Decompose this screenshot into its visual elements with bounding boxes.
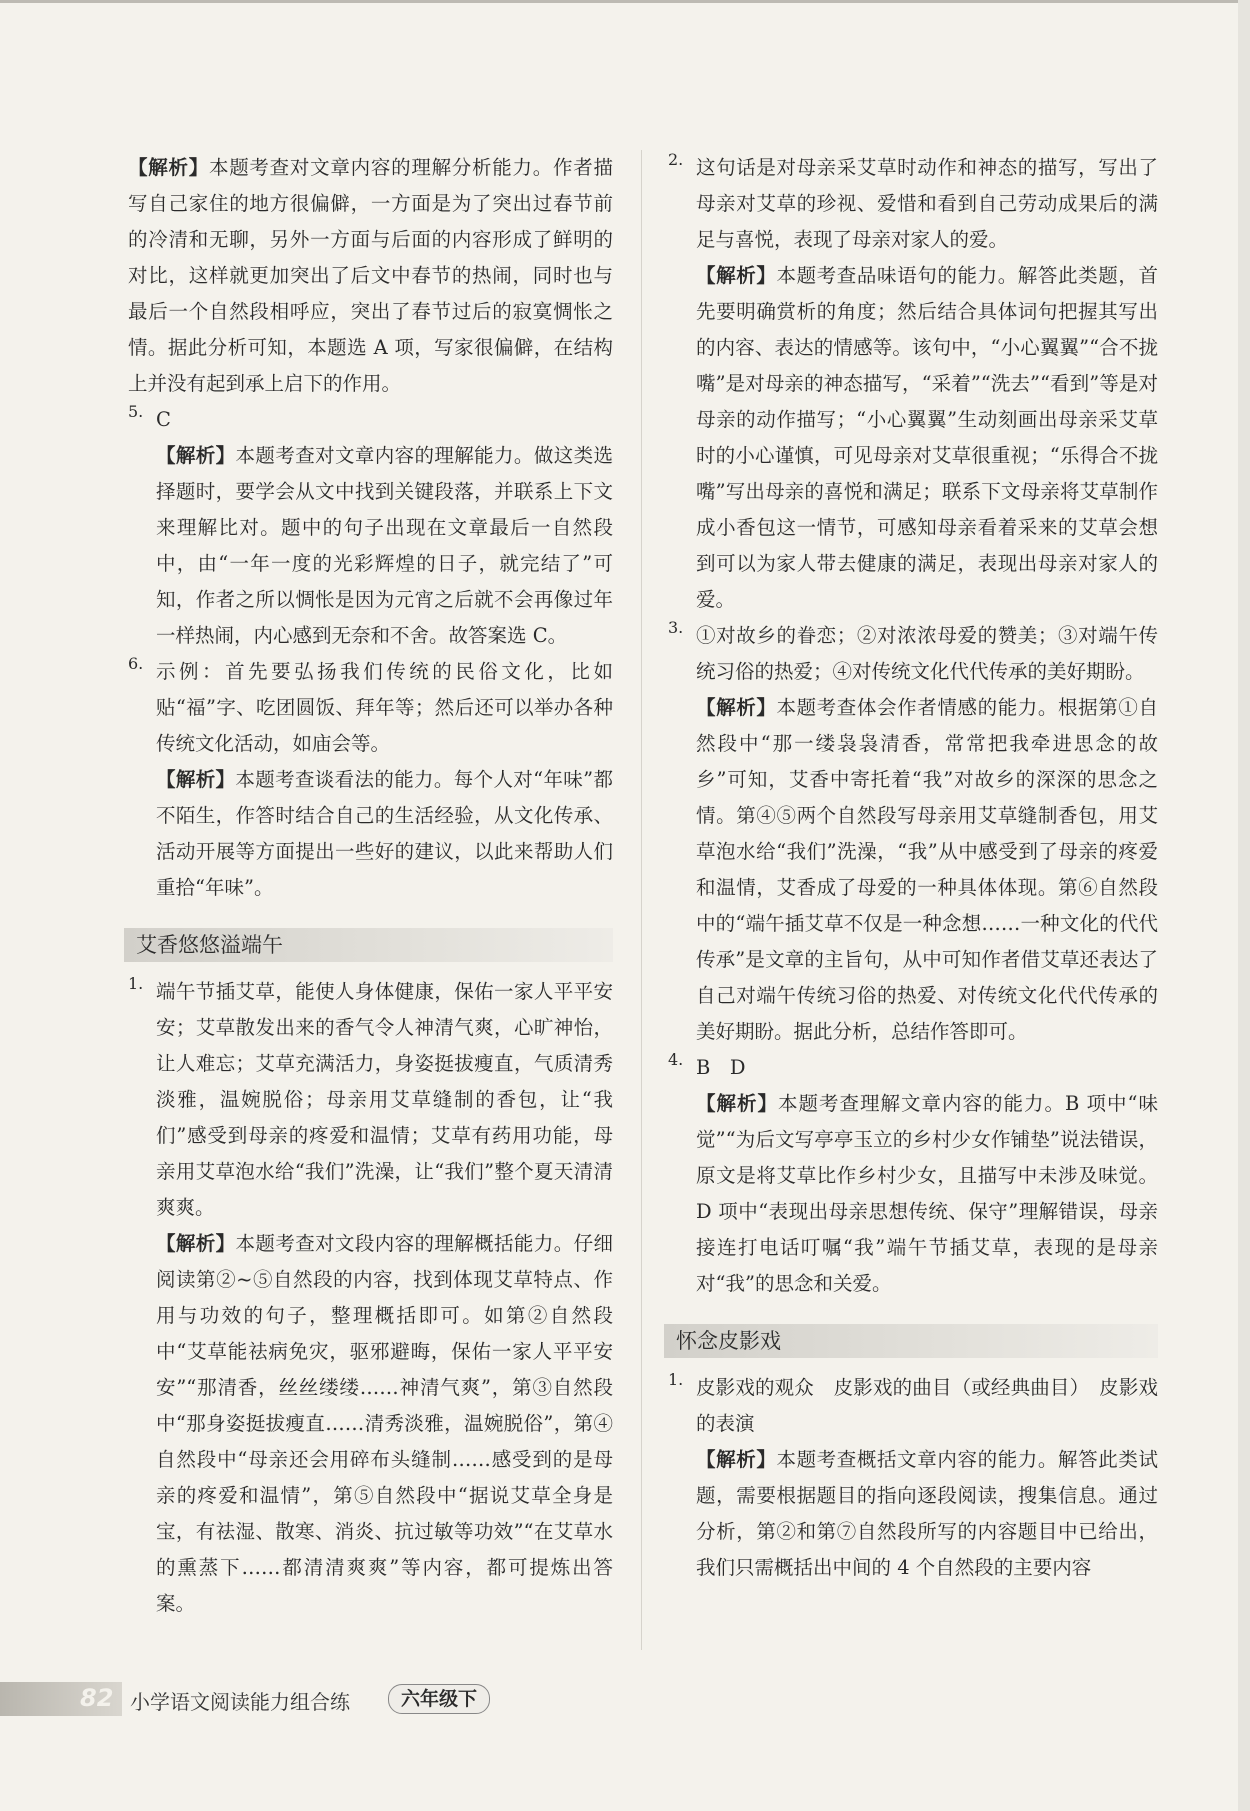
analysis-text: 本题考查品味语句的能力。解答此类题，首先要明确赏析的角度；然后结合具体词句把握其写出的内容、表达的情感等。该句中，“小心翼翼”“合不拢嘴”是对母亲的神态描写，“采着”“洗去”“看到”等是对母亲的动作描写；“小心翼翼”生动刻画出母亲采艾草时的小心谨慎，可见母亲对艾草很重视；“乐得合不拢嘴”写出母亲的喜悦和满足；联系下文母亲将艾草制作成小香包这一情节，可感知母亲看着采来的艾草会想到可以为家人带去健康的满足，表现出母亲对家人的爱。: [696, 264, 1158, 611]
analysis-text: 本题考查对文章内容的理解能力。做这类选择题时，要学会从文中找到关键段落，并联系上下文来理解比对。题中的句子出现在文章最后一自然段中，由“一年一度的光彩辉煌的日子，就完结了”可知，作者之所以惆怅是因为元宵之后就不会再像过年一样热闹，内心感到无奈和不舍。故答案选 C。: [156, 444, 613, 647]
analysis-tag: 【解析】: [696, 1448, 777, 1471]
analysis-text: 本题考查谈看法的能力。每个人对“年味”都不陌生，作答时结合自己的生活经验，从文化传承、活动开展等方面提出一些好的建议，以此来帮助人们重拾“年味”。: [156, 768, 613, 899]
analysis-tag: 【解析】: [128, 156, 209, 179]
column-divider: [641, 150, 642, 1650]
left-column: [128, 150, 613, 1622]
question-number: 4.: [668, 1050, 684, 1069]
answer-text: 示例：首先要弘扬我们传统的民俗文化，比如贴“福”字、吃团圆饭、拜年等；然后还可以举办各种传统文化活动，如庙会等。: [156, 660, 613, 755]
analysis-text: 本题考查理解文章内容的能力。B 项中“味觉”“为后文写亭亭玉立的乡村少女作铺垫”说法错误，原文是将艾草比作乡村少女，且描写中未涉及味觉。D 项中“表现出母亲思想传统、保守”理解错误，母亲接连打电话叮嘱“我”端午节插艾草，表现的是母亲对“我”的思念和关爱。: [696, 1092, 1158, 1295]
analysis-text: 本题考查体会作者情感的能力。根据第①自然段中“那一缕袅袅清香，常常把我牵进思念的故乡”可知，艾香中寄托着“我”对故乡的深深的思念之情。第④⑤两个自然段写母亲用艾草缝制香包，用艾草泡水给“我们”洗澡，“我”从中感受到了母亲的疼爱和温情，艾香成了母爱的一种具体体现。第⑥自然段中的“端午插艾草不仅是一种念想……一种文化的代代传承”是文章的主旨句，从中可知作者借艾草还表达了自己对端午传统习俗的热爱、对传统文化代代传承的美好期盼。据此分析，总结作答即可。: [696, 696, 1158, 1043]
analysis-tag: 【解析】: [156, 1232, 236, 1255]
question-number: 5.: [128, 402, 144, 421]
section-heading: 怀念皮影戏: [664, 1324, 1158, 1358]
analysis-tag: 【解析】: [696, 1092, 778, 1115]
question-number: 1.: [128, 974, 144, 993]
book-title: 小学语文阅读能力组合练: [130, 1690, 350, 1714]
question-3: [668, 618, 1158, 1050]
grade-badge: 六年级下: [388, 1684, 490, 1714]
question-number: 6.: [128, 654, 144, 673]
answer-text: 皮影戏的观众 皮影戏的曲目（或经典曲目） 皮影戏的表演: [696, 1376, 1158, 1435]
analysis-text: 本题考查概括文章内容的能力。解答此类试题，需要根据题目的指向逐段阅读，搜集信息。通过分析，第②和第⑦自然段所写的内容题目中已给出，我们只需概括出中间的 4 个自然段的主要内容: [696, 1448, 1158, 1579]
answer-text: 这句话是对母亲采艾草时动作和神态的描写，写出了母亲对艾草的珍视、爱惜和看到自己劳动成果后的满足与喜悦，表现了母亲对家人的爱。: [696, 156, 1158, 251]
answer-text: ①对故乡的眷恋；②对浓浓母爱的赞美；③对端午传统习俗的热爱；④对传统文化代代传承的美好期盼。: [696, 624, 1158, 683]
answer-text: 端午节插艾草，能使人身体健康，保佑一家人平平安安；艾草散发出来的香气令人神清气爽，心旷神怡，让人难忘；艾草充满活力，身姿挺拔瘦直，气质清秀淡雅，温婉脱俗；母亲用艾草缝制的香包，让“我们”感受到母亲的疼爱和温情；艾草有药用功能，母亲用艾草泡水给“我们”洗澡，让“我们”整个夏天清清爽爽。: [156, 980, 613, 1219]
question-5: [128, 402, 613, 654]
right-column: [668, 150, 1158, 1586]
top-rule: [0, 0, 1250, 3]
question-number: 1.: [668, 1370, 684, 1389]
analysis-text: 本题考查对文章内容的理解分析能力。作者描写自己家住的地方很偏僻，一方面是为了突出过春节前的冷清和无聊，另外一方面与后面的内容形成了鲜明的对比，这样就更加突出了后文中春节的热闹，同时也与最后一个自然段相呼应，突出了春节过后的寂寞惆怅之情。据此分析可知，本题选 A 项，写家很偏僻，在结构上并没有起到承上启下的作用。: [128, 156, 613, 395]
section-heading: 艾香悠悠溢端午: [124, 928, 613, 962]
question-number: 3.: [668, 618, 684, 637]
section1-question-1: [128, 974, 613, 1622]
question-4: [668, 1050, 1158, 1302]
answer-text: C: [156, 408, 171, 431]
analysis-paragraph: [128, 150, 613, 402]
question-number: 2.: [668, 150, 684, 169]
page-footer: [0, 1682, 500, 1716]
analysis-text: 本题考查对文段内容的理解概括能力。仔细阅读第②~⑤自然段的内容，找到体现艾草特点、作用与功效的句子，整理概括即可。如第②自然段中“艾草能祛病免灾，驱邪避晦，保佑一家人平平安安”“那清香，丝丝缕缕……神清气爽”，第③自然段中“那身姿挺拔瘦直……清秀淡雅，温婉脱俗”，第④自然段中“母亲还会用碎布头缝制……感受到的是母亲的疼爱和温情”，第⑤自然段中“据说艾草全身是宝，有祛湿、散寒、消炎、抗过敏等功效”“在艾草水的熏蒸下……都清清爽爽”等内容，都可提炼出答案。: [156, 1232, 613, 1615]
question-6: [128, 654, 613, 906]
analysis-tag: 【解析】: [696, 696, 777, 719]
page-edge: [1238, 0, 1250, 1811]
analysis-tag: 【解析】: [156, 768, 236, 791]
section2-question-1: [668, 1370, 1158, 1586]
analysis-tag: 【解析】: [696, 264, 777, 287]
analysis-tag: 【解析】: [156, 444, 236, 467]
page-number: 82: [80, 1684, 114, 1712]
question-2: [668, 150, 1158, 618]
answer-text: B D: [696, 1056, 746, 1079]
